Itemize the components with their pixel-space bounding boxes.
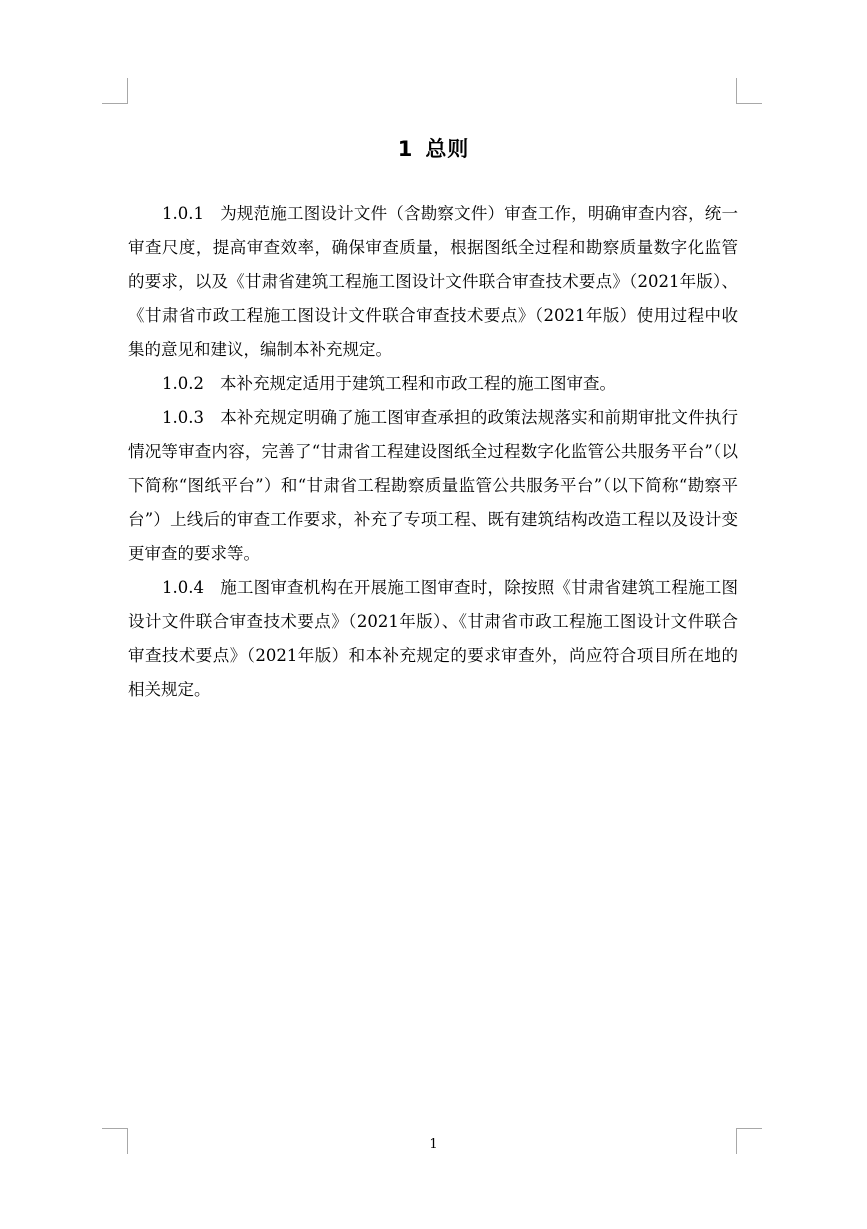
paragraph-1-0-1 — [128, 197, 738, 367]
paragraph-1-0-3 — [128, 401, 738, 571]
crop-mark-top-left — [102, 78, 128, 104]
paragraph-text: 施工图审查机构在开展施工图审查时，除按照《甘肃省建筑工程施工图设计文件联合审查技术要点》（2021年版）、《甘肃省市政工程施工图设计文件联合审查技术要点》（2021年版）和本补充规定的要求审查外，尚应符合项目所在地的相关规定。 — [128, 578, 738, 699]
chapter-number: 1 — [397, 137, 414, 161]
chapter-title — [0, 134, 867, 164]
document-body — [128, 197, 738, 707]
paragraph-1-0-4 — [128, 571, 738, 707]
clause-number: 1.0.4 — [162, 578, 204, 597]
paragraph-text: 本补充规定适用于建筑工程和市政工程的施工图审查。 — [219, 374, 616, 393]
clause-number: 1.0.2 — [162, 374, 204, 393]
paragraph-text: 本补充规定明确了施工图审查承担的政策法规落实和前期审批文件执行情况等审查内容，完善了“甘肃省工程建设图纸全过程数字化监管公共服务平台”（以下简称“图纸平台”）和“甘肃省工程勘察质量监管公共服务平台”（以下简称“勘察平台”）上线后的审查工作要求，补充了专项工程、既有建筑结构改造工程以及设计变更审查的要求等。 — [128, 408, 738, 563]
paragraph-1-0-2 — [128, 367, 738, 401]
crop-mark-top-right — [736, 78, 762, 104]
chapter-title-text: 总则 — [425, 137, 470, 161]
clause-number: 1.0.1 — [162, 204, 204, 223]
clause-number: 1.0.3 — [162, 408, 204, 427]
paragraph-text: 为规范施工图设计文件（含勘察文件）审查工作，明确审查内容，统一审查尺度，提高审查效率，确保审查质量，根据图纸全过程和勘察质量数字化监管的要求，以及《甘肃省建筑工程施工图设计文件联合审查技术要点》（2021年版）、《甘肃省市政工程施工图设计文件联合审查技术要点》（2021年版）使用过程中收集的意见和建议，编制本补充规定。 — [128, 204, 738, 359]
page-number: 1 — [429, 1137, 438, 1152]
